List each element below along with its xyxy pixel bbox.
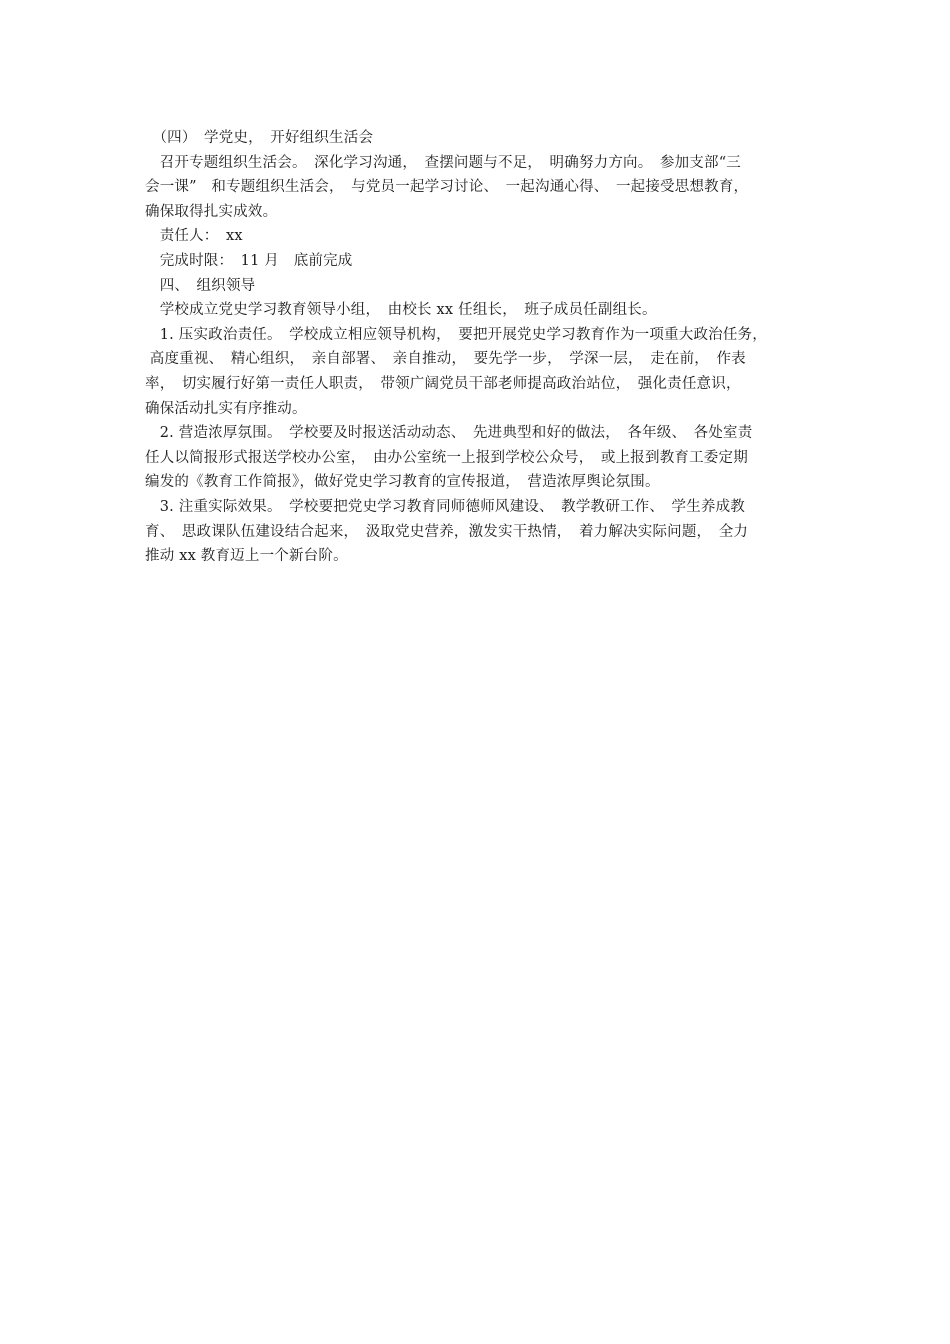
list-item-1: 1. 压实政治责任。 学校成立相应领导机构， 要把开展党史学习教育作为一项重大政治任务， [145,326,767,343]
paragraph-line: 编发的《教育工作简报》，做好党史学习教育的宣传报道， 营造浓厚舆论氛围。 [145,474,660,491]
paragraph-line: 学校成立党史学习教育领导小组， 由校长 xx 任组长， 班子成员任副组长。 [145,302,657,319]
section-heading-study-party-history: （四） 学党史， 开好组织生活会 [145,130,374,146]
responsible-person: 责任人： xx [145,228,243,245]
deadline: 完成时限： 11 月 底前完成 [145,252,353,269]
section-heading-organization: 四、 组织领导 [145,277,256,294]
paragraph-line: 确保取得扎实成效。 [145,203,278,220]
paragraph-line: 确保活动扎实有序推动。 [145,400,307,417]
paragraph-line: 会一课” 和专题组织生活会， 与党员一起学习讨论、 一起沟通心得、 一起接受思想教育， [145,179,749,196]
paragraph-line: 推动 xx 教育迈上一个新台阶。 [145,548,348,565]
paragraph-line: 任人以简报形式报送学校办公室， 由办公室统一上报到学校公众号， 或上报到教育工委定期 [145,449,748,466]
paragraph-line: 召开专题组织生活会。 深化学习沟通， 查摆问题与不足， 明确努力方向。 参加支部“三 [145,154,742,171]
list-item-2: 2. 营造浓厚氛围。 学校要及时报送活动动态、 先进典型和好的做法， 各年级、 各处室责 [145,425,753,442]
paragraph-line: 高度重视、 精心组织， 亲自部署、 亲自推动， 要先学一步， 学深一层， 走在前， 作表 [145,351,746,368]
list-item-3: 3. 注重实际效果。 学校要把党史学习教育同师德师风建设、 教学教研工作、 学生养成教 [145,498,745,515]
paragraph-line: 育、 思政课队伍建设结合起来， 汲取党史营养，激发实干热情， 着力解决实际问题， 全力 [145,523,749,540]
document-page [145,126,817,569]
paragraph-line: 率， 切实履行好第一责任人职责， 带领广阔党员干部老师提高政治站位， 强化责任意识， [145,375,741,392]
